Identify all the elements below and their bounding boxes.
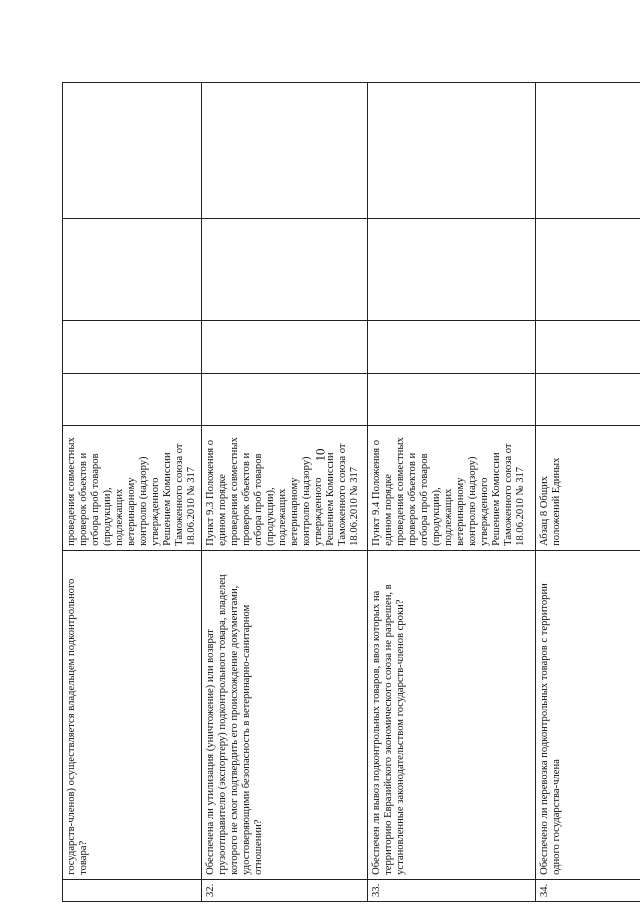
row-number xyxy=(63,879,202,901)
empty-cell xyxy=(63,321,202,373)
table-row xyxy=(536,83,640,902)
empty-cell xyxy=(368,321,536,373)
empty-cell xyxy=(202,83,368,219)
question-cell: Обеспечена ли утилизация (уничтожение) или возврат грузоотправителю (экспортеру) подконтрольного товара, владелец которого не смог подтвердить его происхождение документами, удостоверяющими безопасность в ветеринарно-санитарном отношении? xyxy=(202,550,368,879)
table-row xyxy=(368,83,536,902)
empty-cell xyxy=(368,218,536,321)
empty-cell xyxy=(202,218,368,321)
page-number-text: 10 xyxy=(312,448,327,462)
question-cell: Обеспечено ли перевозка подконтрольных товаров с территории одного государства-члена xyxy=(536,550,640,879)
empty-cell xyxy=(63,218,202,321)
empty-cell xyxy=(536,321,640,373)
empty-cell xyxy=(368,373,536,425)
reference-cell: Пункт 9.3 Положения о едином порядке проведения совместных проверок объектов и отбора проб товаров (продукции), подлежащих ветеринарному контролю (надзору) утвержденного Решением Комиссии Таможенного союза от 18.06.2010 № 317 xyxy=(202,426,368,551)
row-number: 34. xyxy=(536,879,640,901)
table-row xyxy=(202,83,368,902)
reference-cell: проведения совместных проверок объектов и отбора проб товаров (продукции), подлежащих ветеринарному контролю (надзору) утвержденного Решением Комиссии Таможенного союза от 18.06.2010 № 317 xyxy=(63,426,202,551)
empty-cell xyxy=(63,83,202,219)
empty-cell xyxy=(63,373,202,425)
row-number: 32. xyxy=(202,879,368,901)
empty-cell xyxy=(202,321,368,373)
reference-cell: Пункт 9.4 Положения о едином порядке проведения совместных проверок объектов и отбора проб товаров (продукции), подлежащих ветеринарному контролю (надзору) утвержденного Решением Комиссии Таможенного союза от 18.06.2010 № 317 xyxy=(368,426,536,551)
empty-cell xyxy=(202,373,368,425)
table-row xyxy=(63,83,202,902)
empty-cell xyxy=(536,218,640,321)
checklist-table-rotated xyxy=(62,82,632,902)
reference-cell: Абзац 8 Общих положений Единых xyxy=(536,426,640,551)
empty-cell xyxy=(368,83,536,219)
empty-cell xyxy=(536,83,640,219)
empty-cell xyxy=(536,373,640,425)
row-number: 33. xyxy=(368,879,536,901)
checklist-table xyxy=(62,82,640,902)
question-cell: Обеспечен ли вывоз подконтрольных товаров, ввоз которых на территорию Евразийского экономического союза не разрешен, в установленные законодательством государств-членов сроки? xyxy=(368,550,536,879)
question-cell: государств-членов) осуществляется владельцем подконтрольного товара? xyxy=(63,550,202,879)
